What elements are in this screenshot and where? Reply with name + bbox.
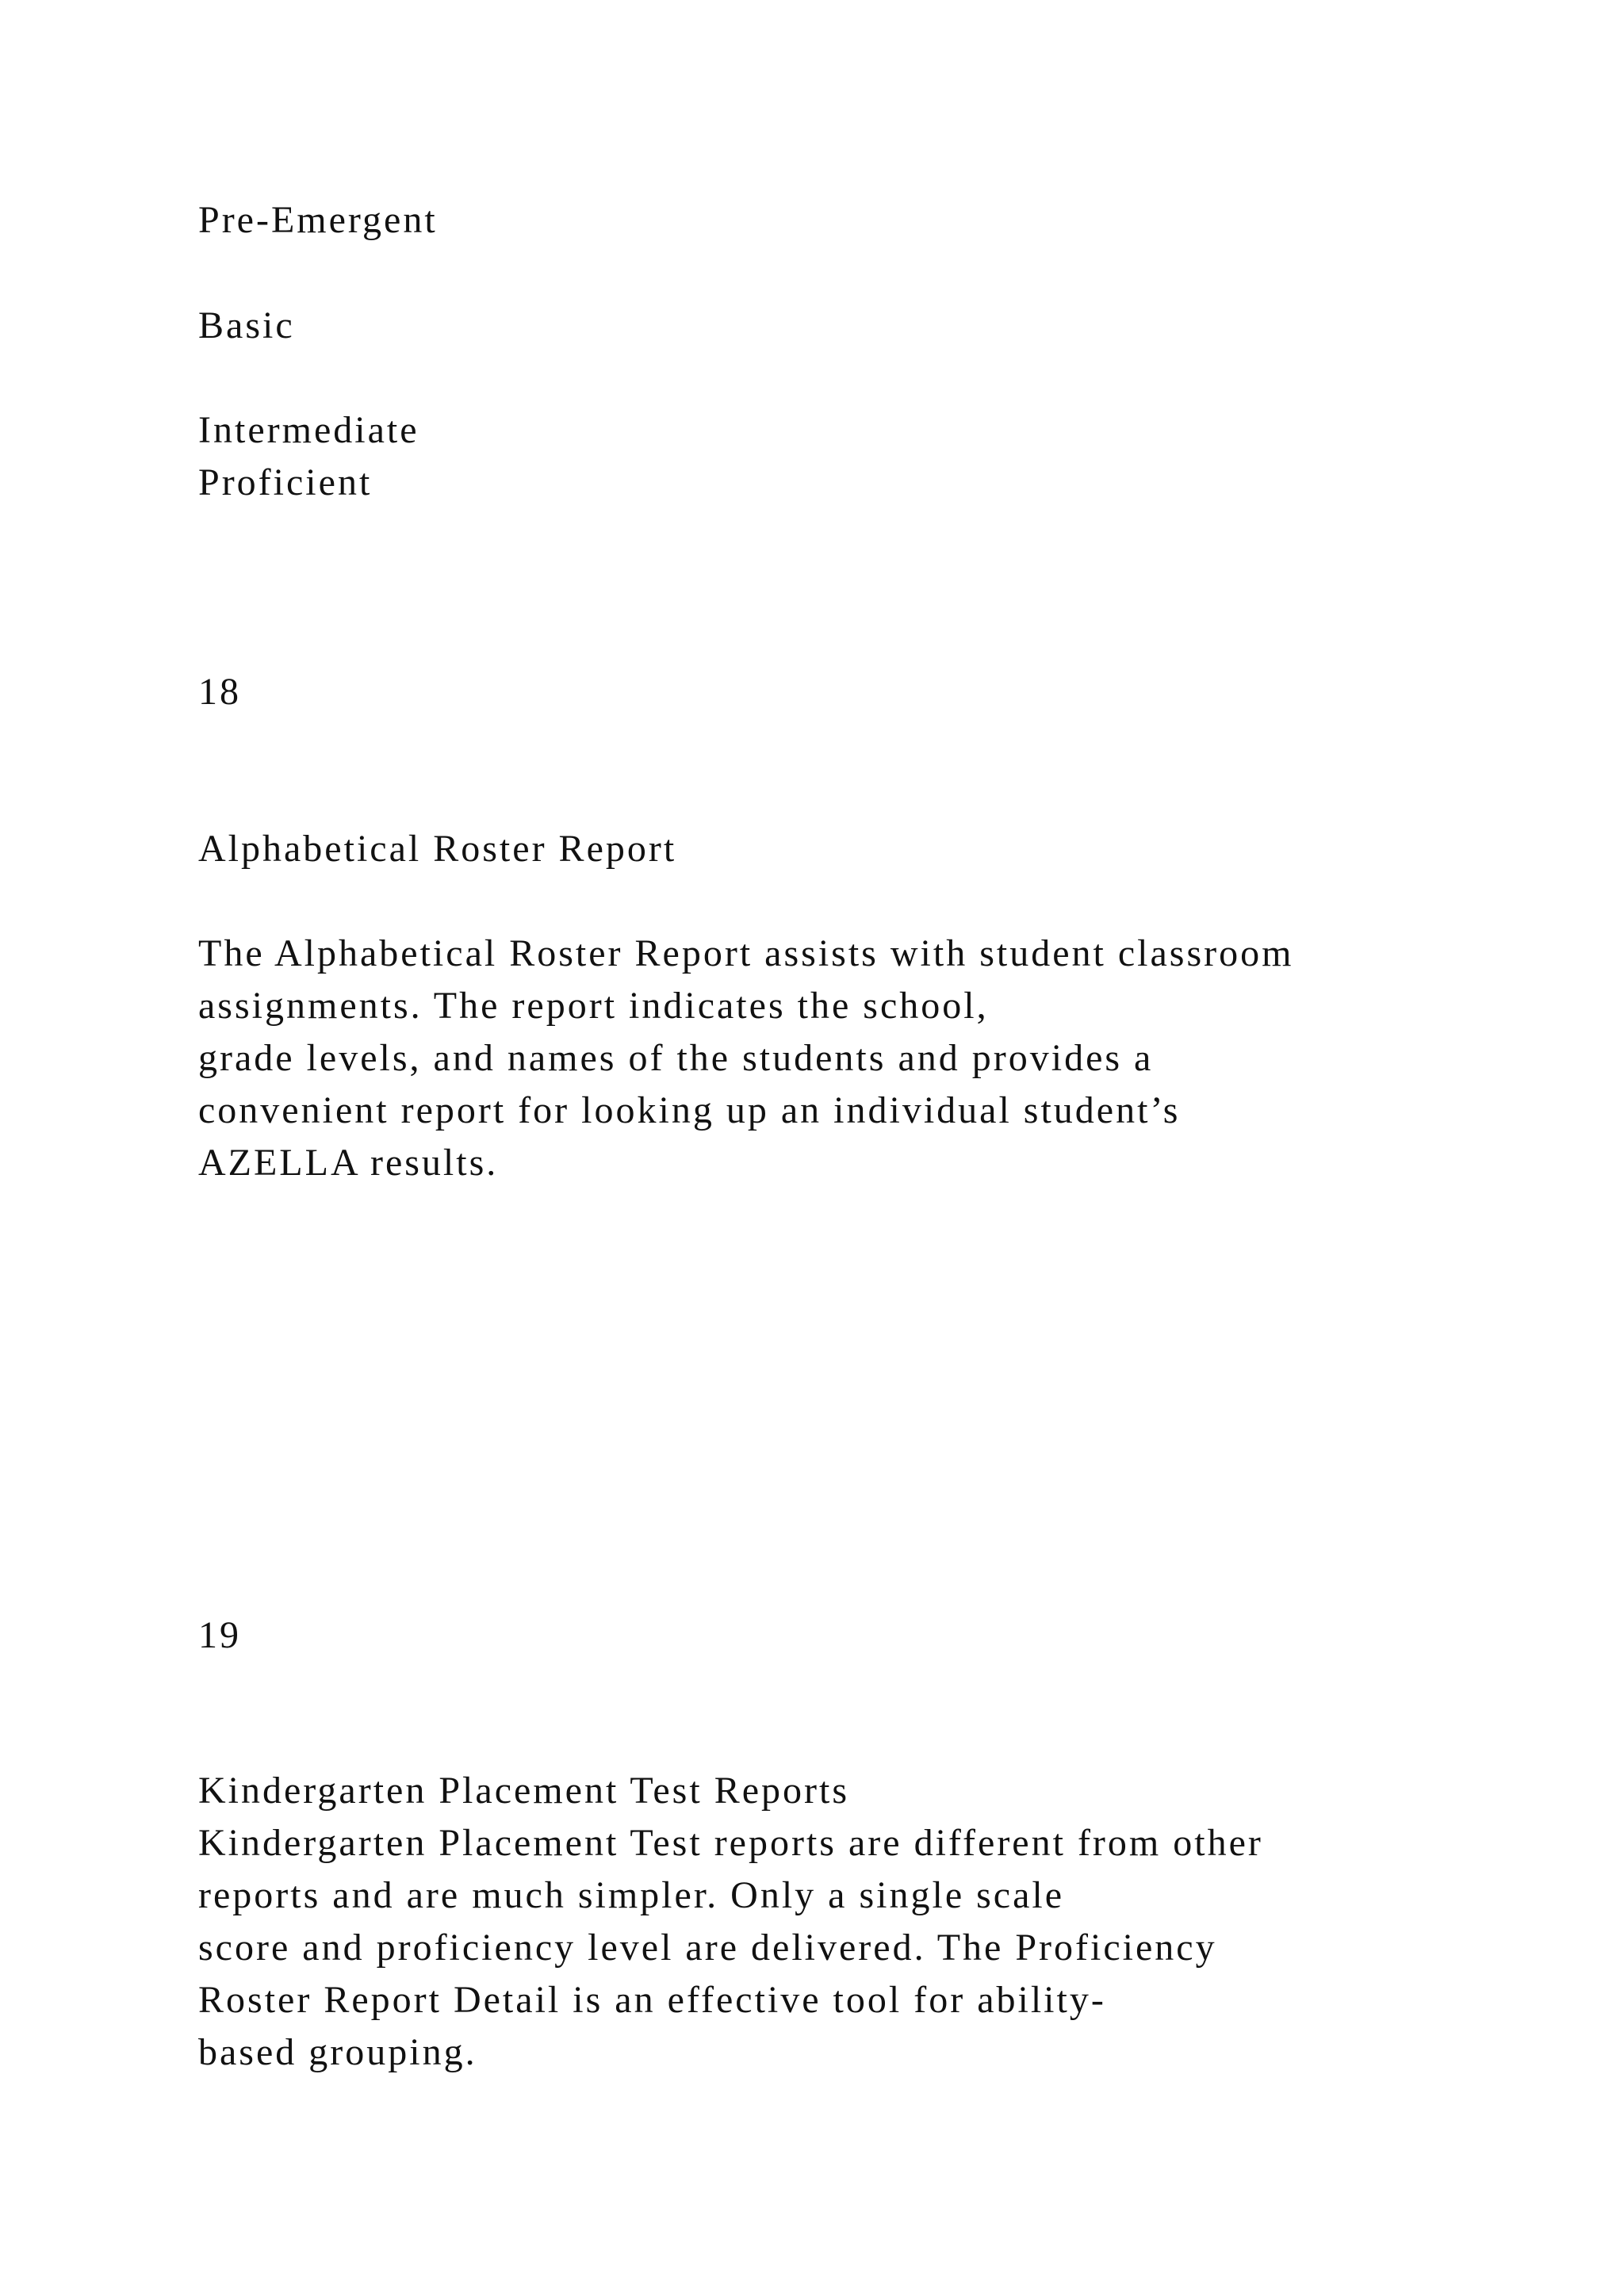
body-line: assignments. The report indicates the school,: [198, 985, 989, 1027]
body-line: reports and are much simpler. Only a single scale: [198, 1874, 1065, 1916]
body-line: based grouping.: [198, 2031, 477, 2073]
level-basic: Basic: [198, 304, 295, 346]
body-line: The Alphabetical Roster Report assists with student classroom: [198, 932, 1294, 974]
level-intermediate: Intermediate: [198, 409, 419, 451]
level-pre-emergent: Pre-Emergent: [198, 199, 438, 241]
body-line: Roster Report Detail is an effective tool for ability-: [198, 1979, 1106, 2021]
section-heading: Kindergarten Placement Test Reports: [198, 1770, 850, 1812]
body-line: score and proficiency level are delivered. The Proficiency: [198, 1927, 1217, 1969]
body-line: convenient report for looking up an individual student’s: [198, 1089, 1181, 1131]
body-line: grade levels, and names of the students and provides a: [198, 1037, 1154, 1079]
level-proficient: Proficient: [198, 461, 373, 503]
body-line: AZELLA results.: [198, 1142, 499, 1184]
section-heading: Alphabetical Roster Report: [198, 828, 677, 870]
page-number: 18: [198, 671, 241, 713]
body-line: Kindergarten Placement Test reports are different from other: [198, 1822, 1263, 1864]
page-number: 19: [198, 1614, 241, 1656]
